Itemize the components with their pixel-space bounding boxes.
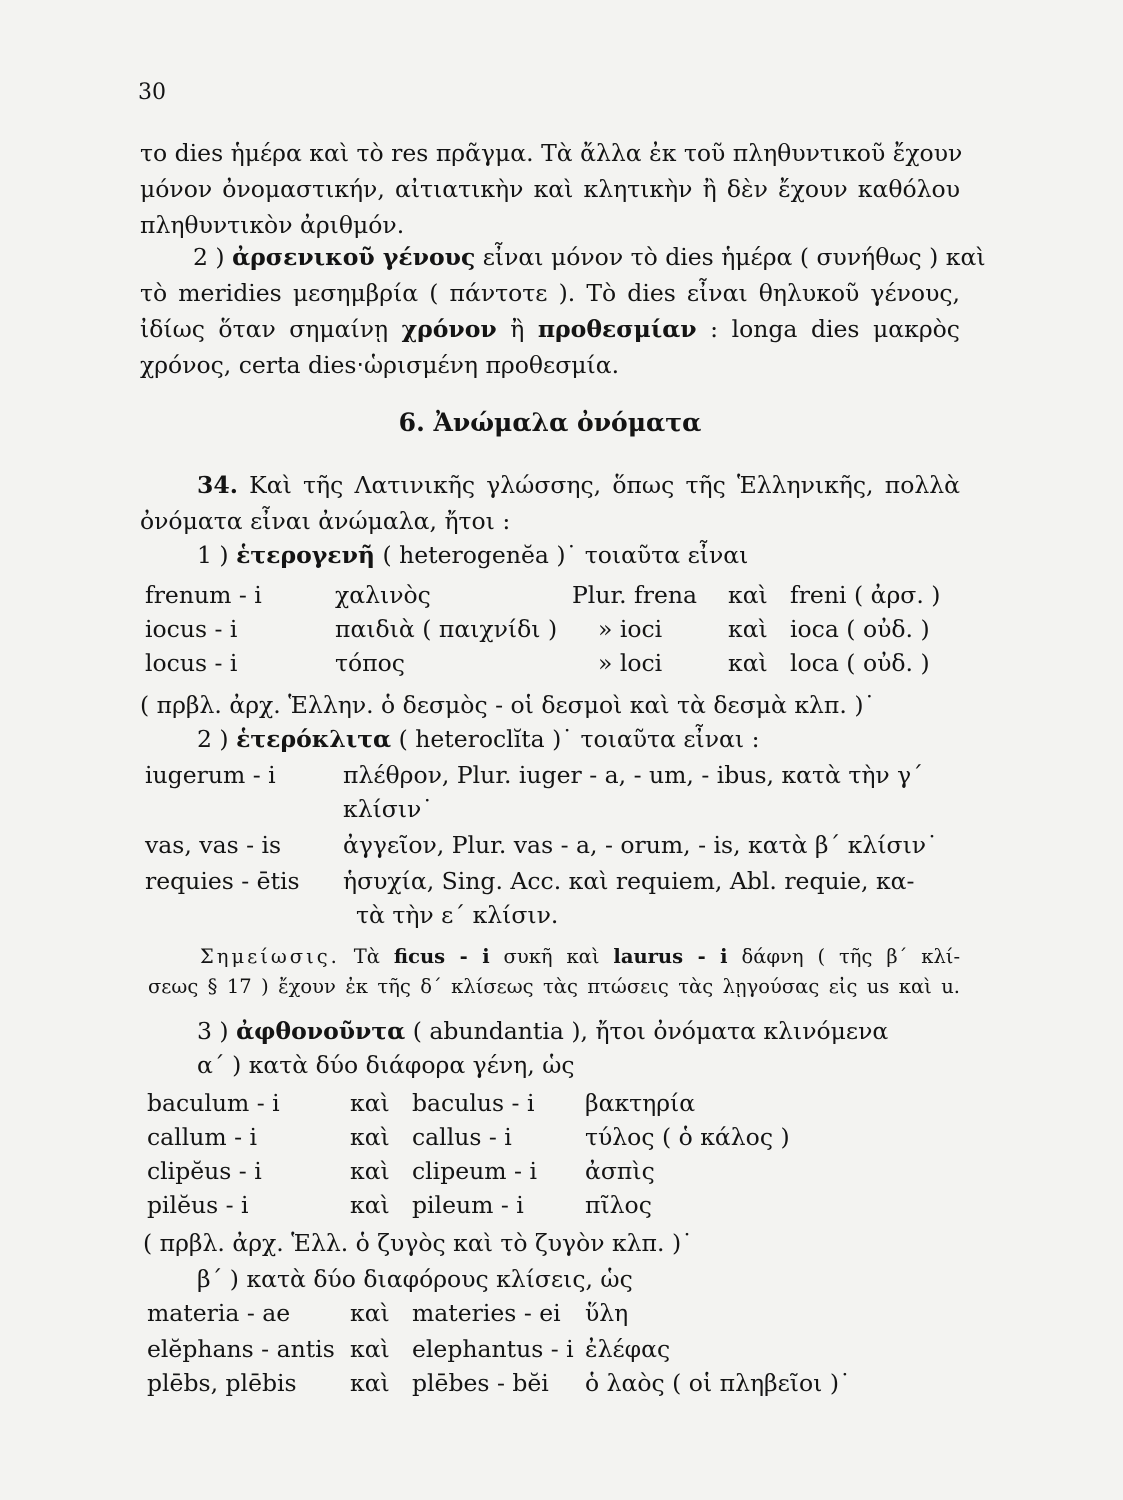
definition-line: πλέθρον, Plur. iuger - a, - um, - ibus, κατὰ τὴν γ΄	[343, 761, 923, 789]
greek-meaning: ἀσπὶς	[585, 1157, 655, 1185]
text-span: ἢ	[510, 315, 525, 343]
text-span: ( heteroclĭta )˙ τοιαῦτα εἶναι :	[398, 725, 760, 753]
latin-variant: pileum - i	[412, 1191, 524, 1219]
note-line-1	[200, 942, 960, 972]
conjunction: καὶ	[350, 1123, 390, 1151]
definition-line: τὰ τὴν ε΄ κλίσιν.	[356, 901, 559, 929]
greek-meaning: χαλινὸς	[335, 581, 431, 609]
text-span: ( heterogenĕa )˙ τοιαῦτα εἶναι	[382, 541, 749, 569]
item-number: 1 )	[197, 541, 229, 569]
definition-line: κλίσιν˙	[343, 795, 434, 823]
latin-variant: clipeum - i	[412, 1157, 537, 1185]
conjunction: καὶ	[350, 1299, 390, 1327]
item-number: 2 )	[197, 725, 229, 753]
latin-variant: plēbes - bĕi	[412, 1369, 549, 1397]
text-span: συκῆ καὶ	[503, 945, 600, 968]
group-2-title	[197, 724, 760, 754]
term-bold: ἀφθονοῦντα	[236, 1017, 406, 1045]
greek-meaning: πῖλος	[585, 1191, 652, 1219]
note-label: Σημείωσις.	[200, 945, 340, 968]
latin-word: clipĕus - i	[147, 1157, 262, 1185]
greek-meaning: ὕλη	[585, 1299, 629, 1327]
greek-meaning: τύλος ( ὁ κάλος )	[585, 1123, 790, 1151]
plural-form: Plur. frena	[572, 581, 698, 609]
section-34-line-1	[197, 470, 960, 500]
alternate-form: freni ( ἀρσ. )	[790, 581, 941, 609]
text-span: : longa dies μακρὸς	[710, 315, 960, 343]
text-span: δάφνη ( τῆς β΄ κλί-	[741, 945, 961, 968]
greek-meaning: ὁ λαὸς ( οἱ πληβεῖοι )˙	[585, 1369, 851, 1397]
latin-word: callum - i	[147, 1123, 258, 1151]
latin-word: baculum - i	[147, 1089, 280, 1117]
term-bold: ἑτερογενῆ	[236, 541, 375, 569]
text-span: Καὶ τῆς Λατινικῆς γλώσσης, ὅπως τῆς Ἑλληνικῆς, πολλὰ	[249, 471, 960, 499]
latin-word: frenum - i	[145, 581, 262, 609]
latin-variant: elephantus - i	[412, 1335, 574, 1363]
latin-word: iocus - i	[145, 615, 238, 643]
conjunction: καὶ	[350, 1335, 390, 1363]
latin-word: plēbs, plēbis	[147, 1369, 297, 1397]
note-line-2: σεως § 17 ) ἔχουν ἐκ τῆς δ΄ κλίσεως τὰς πτώσεις τὰς λῃγούσας εἰς us καὶ u.	[148, 975, 960, 998]
definition-line: ἀγγεῖον, Plur. vas - a, - orum, - is, κατὰ β΄ κλίσιν˙	[343, 831, 938, 859]
latin-word: elĕphans - antis	[147, 1335, 335, 1363]
section-number: 34.	[197, 471, 238, 499]
definition-line: ἡσυχία, Sing. Acc. καὶ requiem, Abl. requie, κα-	[343, 867, 915, 895]
item-number: 3 )	[197, 1017, 229, 1045]
conjunction: καὶ	[350, 1191, 390, 1219]
section-heading: 6. Ἀνώμαλα ὀνόματα	[398, 408, 702, 437]
group-1-title	[197, 540, 748, 570]
item-number: 2 )	[193, 243, 225, 271]
latin-word: requies - ētis	[145, 867, 300, 895]
latin-word: iugerum - i	[145, 761, 276, 789]
greek-meaning: παιδιὰ ( παιχνίδι )	[335, 615, 558, 643]
paragraph-2-line-3	[140, 314, 960, 344]
latin-variant: callus - i	[412, 1123, 512, 1151]
text-span: ἰδίως ὅταν σημαίνῃ	[140, 315, 389, 343]
group-3-title	[197, 1016, 888, 1046]
term-bold: προθεσμίαν	[537, 315, 697, 343]
plural-form: » loci	[598, 649, 663, 677]
latin-word: vas, vas - is	[145, 831, 282, 859]
text-line: πληθυντικὸν ἀριθμόν.	[140, 211, 405, 239]
term-bold: laurus - i	[613, 945, 728, 968]
page-number: 30	[138, 80, 166, 105]
latin-word: materia - ae	[147, 1299, 291, 1327]
conjunction: καὶ	[728, 581, 768, 609]
latin-variant: baculus - i	[412, 1089, 535, 1117]
text-span: ( abundantia ), ἤτοι ὀνόματα κλινόμενα	[412, 1017, 889, 1045]
comparison-note: ( πρβλ. ἀρχ. Ἑλλ. ὁ ζυγὸς καὶ τὸ ζυγὸν κλπ. )˙	[143, 1229, 693, 1257]
subgroup-b-intro: β΄ ) κατὰ δύο διαφόρους κλίσεις, ὡς	[197, 1265, 633, 1293]
text-span: Τὰ	[353, 945, 380, 968]
term-bold: ficus - i	[393, 945, 490, 968]
latin-variant: materies - ei	[412, 1299, 561, 1327]
conjunction: καὶ	[350, 1369, 390, 1397]
conjunction: καὶ	[350, 1157, 390, 1185]
greek-meaning: ἐλέφας	[585, 1335, 671, 1363]
text-line: χρόνος, certa dies‧ὡρισμένη προθεσμία.	[140, 351, 620, 379]
text-line: το dies ἡμέρα καὶ τὸ res πρᾶγμα. Τὰ ἄλλα ἐκ τοῦ πληθυντικοῦ ἔχουν	[140, 139, 963, 167]
text-line: ὀνόματα εἶναι ἀνώμαλα, ἤτοι :	[140, 507, 511, 535]
greek-meaning: βακτηρία	[585, 1089, 696, 1117]
conjunction: καὶ	[350, 1089, 390, 1117]
term-bold: ἑτερόκλιτα	[236, 725, 392, 753]
latin-word: pilĕus - i	[147, 1191, 249, 1219]
text-line: μόνον ὀνομαστικήν, αἰτιατικὴν καὶ κλητικὴν ἢ δὲν ἔχουν καθόλου	[140, 175, 960, 203]
term-bold: χρόνον	[401, 315, 497, 343]
subgroup-a-intro: α΄ ) κατὰ δύο διάφορα γένη, ὡς	[197, 1051, 575, 1079]
plural-form: » ioci	[598, 615, 663, 643]
conjunction: καὶ	[728, 615, 768, 643]
conjunction: καὶ	[728, 649, 768, 677]
latin-word: locus - i	[145, 649, 238, 677]
text-line: τὸ meridies μεσημβρία ( πάντοτε ). Τὸ dies εἶναι θηλυκοῦ γένους,	[140, 279, 960, 307]
paragraph-2-line-1	[193, 242, 986, 272]
term-bold: ἀρσενικοῦ γένους	[232, 243, 476, 271]
alternate-form: ioca ( οὐδ. )	[790, 615, 930, 643]
comparison-note: ( πρβλ. ἀρχ. Ἑλλην. ὁ δεσμὸς - οἱ δεσμοὶ καὶ τὰ δεσμὰ κλπ. )˙	[140, 691, 876, 719]
text-span: εἶναι μόνον τὸ dies ἡμέρα ( συνήθως ) καὶ	[482, 243, 986, 271]
greek-meaning: τόπος	[335, 649, 405, 677]
alternate-form: loca ( οὐδ. )	[790, 649, 930, 677]
